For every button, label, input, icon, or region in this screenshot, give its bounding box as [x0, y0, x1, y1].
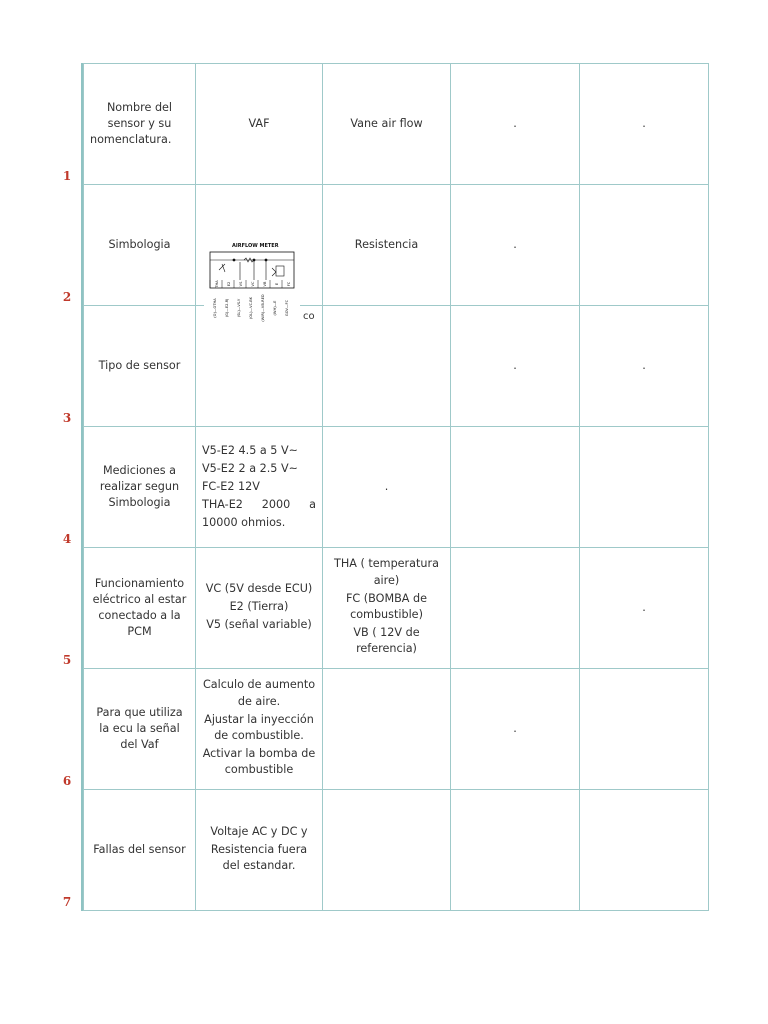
table-row	[84, 306, 709, 427]
table-cell	[580, 427, 709, 548]
diagram-pin-label: THA	[215, 280, 219, 288]
table-row	[84, 427, 709, 548]
table-row	[84, 185, 709, 306]
table-cell: .	[580, 548, 709, 669]
cell-line: V5-E2 4.5 a 5 V~	[202, 444, 299, 458]
diagram-wire-label: (G)—E2-RJ	[225, 298, 229, 318]
row-label: Fallas del sensor	[84, 790, 196, 911]
diagram-wire-label: (WH)—E	[273, 300, 277, 316]
diagram-pin-label: VS	[239, 281, 243, 287]
table-cell	[451, 427, 580, 548]
row-number-3: 3	[62, 411, 72, 425]
diagram-wire-label: (SL)—VS-Y	[237, 298, 241, 318]
cell-line: Calculo de aumento de aire.	[202, 678, 316, 708]
cell-line: V5 (señal variable)	[206, 618, 312, 632]
cell-line: Activar la bomba de combustible	[202, 747, 316, 777]
diagram-title: AIRFLOW METER	[232, 243, 279, 249]
table-cell	[323, 669, 451, 790]
cell-line: 10000 ohmios.	[202, 515, 286, 529]
row-number-5: 5	[62, 653, 72, 667]
cell-line: V5-E2 2 a 2.5 V~	[202, 462, 299, 476]
table-cell	[196, 790, 323, 911]
airflow-meter-diagram	[204, 222, 300, 332]
diagram-pin-label: E	[275, 282, 279, 286]
diagram-wire-label: (O)—OTHA	[213, 298, 217, 318]
cell-line: VC (5V desde ECU)	[205, 581, 313, 595]
row-number-6: 6	[62, 774, 72, 788]
table-cell	[580, 185, 709, 306]
table-cell: VAF	[196, 64, 323, 185]
table-row	[84, 790, 709, 911]
cell-line: VB ( 12V de referencia)	[353, 626, 420, 656]
sensor-table	[83, 63, 709, 911]
row-number-2: 2	[62, 290, 72, 304]
table-cell: .	[451, 669, 580, 790]
overflow-text: co	[303, 311, 315, 322]
cell-line: THA-E2 2000 a	[202, 497, 316, 511]
table-cell	[580, 790, 709, 911]
table-cell: .	[451, 185, 580, 306]
table-cell	[323, 548, 451, 669]
table-cell	[196, 427, 323, 548]
row-label: Nombre del sensor y su nomenclatura.	[84, 64, 196, 185]
row-number-7: 7	[62, 895, 72, 909]
table-cell: Resistencia	[323, 185, 451, 306]
table-cell: .	[323, 427, 451, 548]
diagram-wire-label: GOV—FC	[285, 299, 289, 317]
cell-line: Ajustar la inyección de combustible.	[204, 712, 314, 742]
table-row	[84, 548, 709, 669]
cell-line: Voltaje AC y DC y	[210, 824, 308, 838]
table-cell	[323, 306, 451, 427]
diagram-pin-label: E2	[227, 281, 231, 287]
table-cell	[580, 669, 709, 790]
row-label: Para que utiliza la ecu la señal del Vaf	[84, 669, 196, 790]
table-cell	[451, 548, 580, 669]
cell-line: FC-E2 12V	[202, 480, 260, 494]
diagram-pin-label: VC	[251, 281, 255, 287]
table-cell: Vane air flow	[323, 64, 451, 185]
cell-line: Resistencia fuera del estandar.	[210, 842, 308, 873]
diagram-pin-label: VB	[263, 281, 267, 287]
row-label: Tipo de sensor	[84, 306, 196, 427]
table-cell: .	[451, 64, 580, 185]
row-number-1: 1	[62, 169, 72, 183]
diagram-pin-label: FC	[287, 281, 291, 287]
table-cell: .	[451, 306, 580, 427]
cell-line: E2 (Tierra)	[229, 599, 289, 613]
table-cell: .	[580, 64, 709, 185]
table-cell	[196, 669, 323, 790]
diagram-wire-label: (WIR)—VB-RED	[261, 294, 265, 322]
diagram-wire-label: (OL)—VC-BK	[249, 296, 253, 320]
table-cell	[196, 548, 323, 669]
table-row	[84, 64, 709, 185]
cell-line: THA ( temperatura aire)	[334, 557, 439, 587]
row-label: Simbologia	[84, 185, 196, 306]
table-cell: .	[580, 306, 709, 427]
table-cell	[323, 790, 451, 911]
table-cell	[451, 790, 580, 911]
row-label: Funcionamiento eléctrico al estar conectado a la PCM	[84, 548, 196, 669]
row-label: Mediciones a realizar segun Simbologia	[84, 427, 196, 548]
cell-line: FC (BOMBA de combustible)	[346, 591, 427, 621]
row-number-4: 4	[62, 532, 72, 546]
table-row	[84, 669, 709, 790]
